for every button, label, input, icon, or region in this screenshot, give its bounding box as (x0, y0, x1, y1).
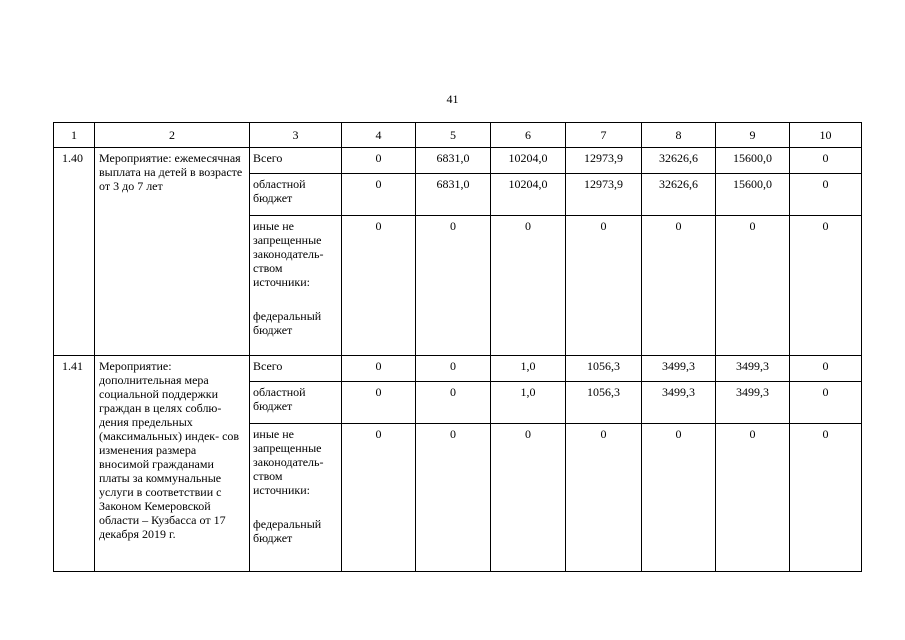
value-cell: 0 (416, 424, 491, 572)
value-cell: 0 (790, 356, 862, 382)
value-cell: 0 (342, 174, 416, 216)
other-sources-label: иные не запрещенные законодатель- ством источники: (253, 219, 324, 289)
value-cell: 0 (342, 382, 416, 424)
value-cell: 0 (491, 216, 566, 356)
header-cell: 2 (95, 123, 250, 148)
measure-name: Мероприятие: ежемесячная выплата на детей в возрасте от 3 до 7 лет (95, 148, 250, 356)
header-cell: 9 (716, 123, 790, 148)
value-cell: 0 (790, 174, 862, 216)
federal-budget-label: федеральный бюджет (253, 309, 322, 337)
value-cell: 0 (642, 216, 716, 356)
value-cell: 10204,0 (491, 148, 566, 174)
value-cell: 32626,6 (642, 148, 716, 174)
source-label: областной бюджет (250, 174, 342, 216)
header-cell: 6 (491, 123, 566, 148)
header-cell: 1 (54, 123, 95, 148)
value-cell: 1056,3 (566, 382, 642, 424)
value-cell: 3499,3 (642, 382, 716, 424)
header-cell: 8 (642, 123, 716, 148)
value-cell: 0 (416, 356, 491, 382)
header-cell: 5 (416, 123, 491, 148)
row-number: 1.41 (54, 356, 95, 572)
value-cell: 3499,3 (716, 382, 790, 424)
value-cell: 0 (342, 356, 416, 382)
source-label: областной бюджет (250, 382, 342, 424)
value-cell: 0 (416, 382, 491, 424)
value-cell: 6831,0 (416, 148, 491, 174)
value-cell: 15600,0 (716, 148, 790, 174)
value-cell: 10204,0 (491, 174, 566, 216)
value-cell: 0 (342, 424, 416, 572)
row-number: 1.40 (54, 148, 95, 356)
federal-budget-label: федеральный бюджет (253, 517, 322, 545)
header-cell: 4 (342, 123, 416, 148)
page-number: 41 (446, 92, 459, 106)
value-cell: 1,0 (491, 382, 566, 424)
value-cell: 0 (790, 148, 862, 174)
value-cell: 6831,0 (416, 174, 491, 216)
value-cell: 0 (716, 424, 790, 572)
header-cell: 10 (790, 123, 862, 148)
value-cell: 0 (566, 216, 642, 356)
budget-table (53, 122, 862, 572)
value-cell: 1056,3 (566, 356, 642, 382)
value-cell: 32626,6 (642, 174, 716, 216)
value-cell: 0 (790, 424, 862, 572)
source-label (250, 424, 342, 572)
measure-name: Мероприятие: дополнительная мера социальной поддержки граждан в целях соблю- дения предельных (максимальных) индек- сов изменения размера вносимой гражданами платы за коммунальные услуги в соответствии с Законом Кемеровской области – Кузбасса от 17 декабря 2019 г. (95, 356, 250, 572)
value-cell: 3499,3 (642, 356, 716, 382)
value-cell: 0 (716, 216, 790, 356)
table-header-row (54, 123, 862, 148)
table-row (54, 356, 862, 382)
value-cell: 12973,9 (566, 148, 642, 174)
value-cell: 0 (342, 216, 416, 356)
header-cell: 3 (250, 123, 342, 148)
value-cell: 0 (642, 424, 716, 572)
source-label: Всего (250, 356, 342, 382)
value-cell: 0 (342, 148, 416, 174)
value-cell: 0 (790, 216, 862, 356)
source-label: Всего (250, 148, 342, 174)
value-cell: 15600,0 (716, 174, 790, 216)
table-row (54, 148, 862, 174)
value-cell: 0 (790, 382, 862, 424)
value-cell: 0 (416, 216, 491, 356)
value-cell: 0 (491, 424, 566, 572)
value-cell: 0 (566, 424, 642, 572)
other-sources-label: иные не запрещенные законодатель- ством источники: (253, 427, 324, 497)
value-cell: 1,0 (491, 356, 566, 382)
header-cell: 7 (566, 123, 642, 148)
value-cell: 3499,3 (716, 356, 790, 382)
value-cell: 12973,9 (566, 174, 642, 216)
source-label (250, 216, 342, 356)
